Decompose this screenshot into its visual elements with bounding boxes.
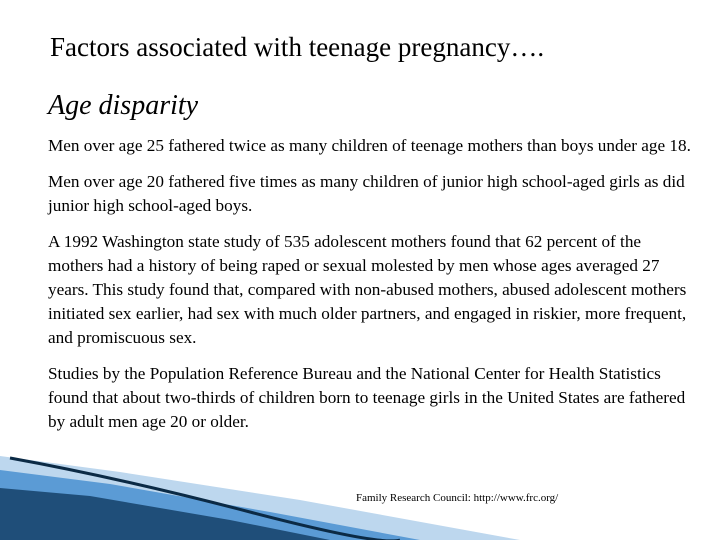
paragraph-2: Men over age 20 fathered five times as many children of junior high school-aged girls as did junior high school-aged boys.: [48, 172, 685, 215]
citation: Family Research Council: http://www.frc.org/: [356, 492, 559, 504]
paragraph-1: Men over age 25 fathered twice as many children of teenage mothers than boys under age 18.: [48, 136, 691, 155]
slide-title: Factors associated with teenage pregnancy….: [50, 32, 545, 62]
slide-subtitle: Age disparity: [48, 90, 199, 121]
paragraph-4: Studies by the Population Reference Bureau and the National Center for Health Statistics found that about two-thirds of children born to teenage girls in the United States are fathered by adult men age 20 or older.: [48, 364, 686, 431]
paragraph-3: A 1992 Washington state study of 535 adolescent mothers found that 62 percent of the mothers had a history of being raped or sexual molested by men whose ages averaged 27 years. This study found that, compared with non-abused mothers, abused adolescent mothers initiated sex earlier, had sex with much older partners, and engaged in riskier, more frequent, and promiscuous sex.: [48, 232, 687, 347]
body-text: [48, 134, 698, 446]
